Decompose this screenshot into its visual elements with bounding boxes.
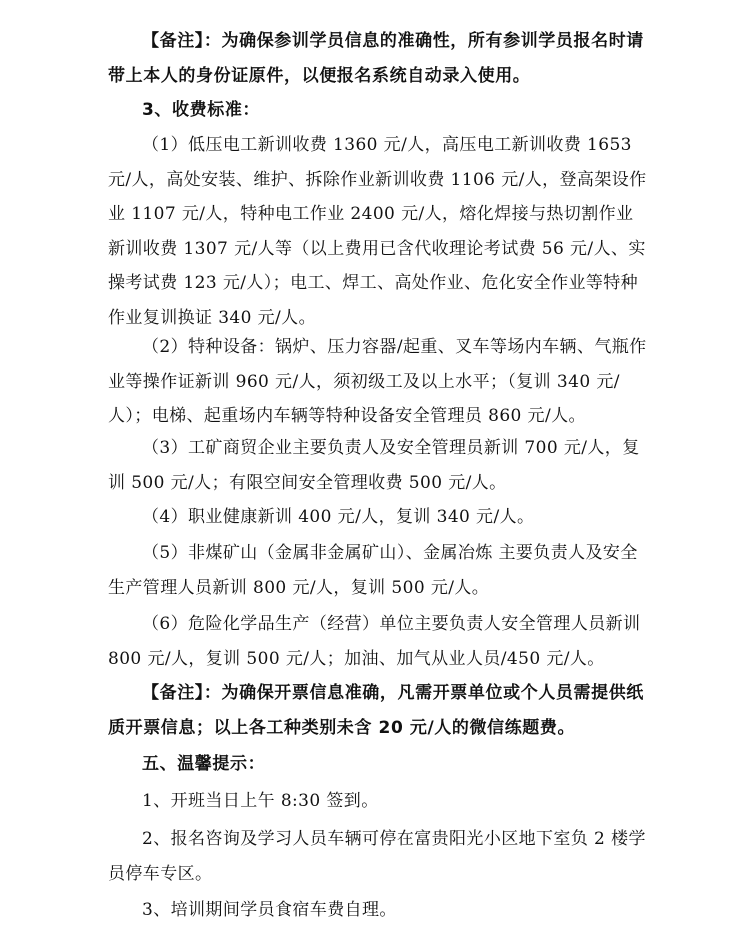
fee-item-6-text: （6）危险化学品生产（经营）单位主要负责人安全管理人员新训 800 元/人，复训 500 元/人；加油、加气从业人员/450 元/人。 — [108, 614, 641, 669]
fee-item-3-text: （3）工矿商贸企业主要负责人及安全管理员新训 700 元/人，复训 500 元/人；有限空间安全管理收费 500 元/人。 — [108, 438, 640, 493]
fee-item-2-text: （2）特种设备：锅炉、压力容器/起重、叉车等场内车辆、气瓶作业等操作证新训 960 元/人，须初级工及以上水平；（复训 340 元/人）；电梯、起重场内车辆等特种设备安全管理员 860 元/人。 — [108, 337, 647, 426]
invoice-note — [108, 676, 648, 745]
tips-heading — [108, 747, 648, 782]
fee-item-1-text: （1）低压电工新训收费 1360 元/人，高压电工新训收费 1653 元/人，高处安装、维护、拆除作业新训收费 1106 元/人，登高架设作业 1107 元/人，特种电工作业 2400 元/人，熔化焊接与热切割作业新训收费 1307 元/人等（以上费用已含代收理论考试费 56 元/人、实操考试费 123 元/人）；电工、焊工、高处作业、危化安全作业等特种作业复训换证 340 元/人。 — [108, 135, 647, 328]
fee-item-6 — [108, 607, 648, 676]
invoice-note-text: 【备注】：为确保开票信息准确，凡需开票单位或个人员需提供纸质开票信息；以上各工种类别未含 20 元/人的微信练题费。 — [108, 683, 644, 738]
fee-heading — [108, 93, 648, 128]
tip-3-text: 3、培训期间学员食宿车费自理。 — [142, 900, 397, 920]
tips-heading-text: 五、温馨提示： — [142, 754, 266, 774]
fee-item-5 — [108, 536, 648, 605]
tip-1-text: 1、开班当日上午 8:30 签到。 — [142, 791, 379, 811]
registration-note-text: 【备注】：为确保参训学员信息的准确性，所有参训学员报名时请带上本人的身份证原件，以便报名系统自动录入使用。 — [108, 31, 644, 86]
fee-item-5-text: （5）非煤矿山（金属非金属矿山）、金属冶炼 主要负责人及安全生产管理人员新训 800 元/人，复训 500 元/人。 — [108, 543, 638, 598]
tip-2 — [108, 822, 648, 891]
fee-item-2 — [108, 330, 648, 434]
fee-item-1 — [108, 128, 648, 335]
fee-item-4-text: （4）职业健康新训 400 元/人，复训 340 元/人。 — [142, 507, 535, 527]
tip-1 — [108, 784, 648, 819]
fee-heading-text: 3、收费标准： — [142, 100, 261, 120]
registration-note — [108, 24, 648, 93]
fee-item-3 — [108, 431, 648, 500]
fee-item-4 — [108, 500, 648, 535]
tip-2-text: 2、报名咨询及学习人员车辆可停在富贵阳光小区地下室负 2 楼学员停车专区。 — [108, 829, 646, 884]
tip-3 — [108, 893, 648, 928]
